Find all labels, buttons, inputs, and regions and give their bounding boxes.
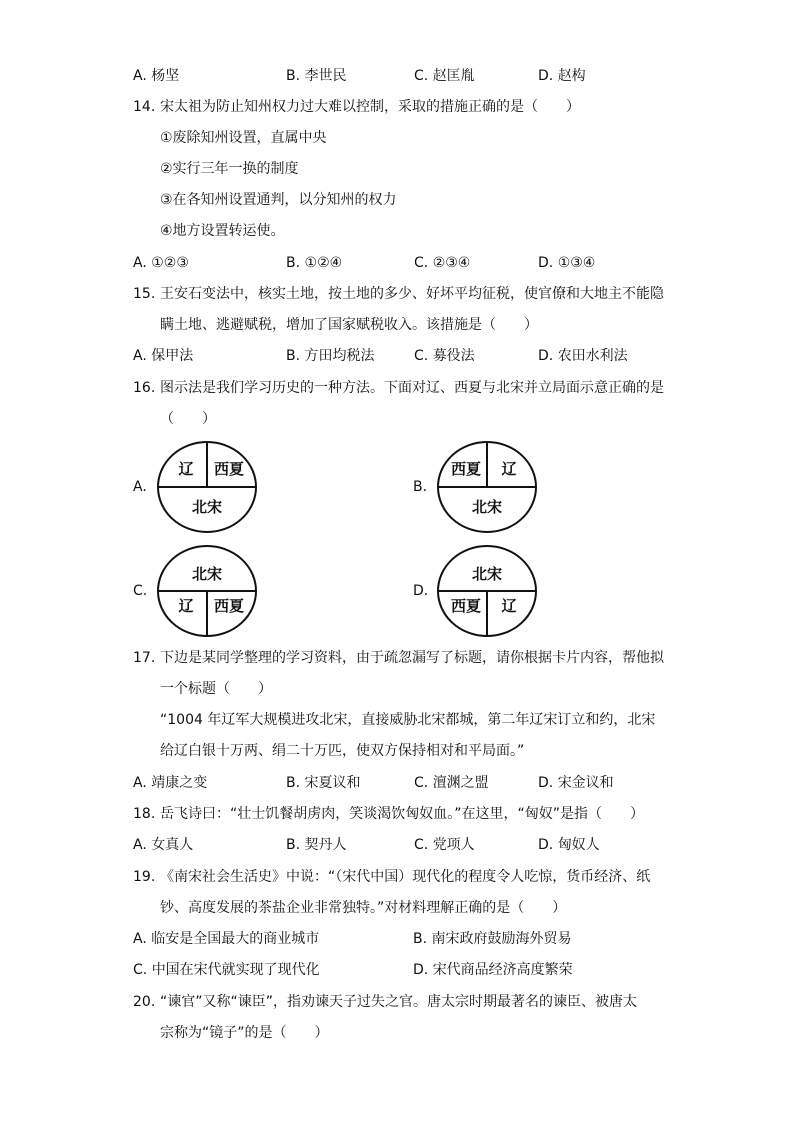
- q16-option-a-label: A.: [133, 479, 147, 495]
- q17-option-d: D. 宋金议和: [538, 775, 614, 791]
- q17-number: 17.: [133, 650, 156, 666]
- q16-c-small-right: 西夏: [213, 597, 245, 615]
- q16-number: 16.: [133, 380, 156, 396]
- q16-b-small-right: 辽: [501, 460, 517, 478]
- q16-d-small-right: 辽: [501, 597, 517, 615]
- q19-stem-line-1: 《南宋社会生活史》中说：“（宋代中国）现代化的程度令人吃惊，货币经济、纸: [160, 869, 651, 885]
- q15-stem-line-1: 王安石变法中，核实土地，按土地的多少、好坏平均征税，使官僚和大地主不能隐: [160, 286, 664, 302]
- q14-number: 14.: [133, 99, 156, 115]
- q19-stem-line-2: 钞、高度发展的茶盐企业非常独特。”对材料理解正确的是（ ）: [160, 900, 567, 916]
- q14-item-3: ③在各知州设置通判，以分知州的权力: [160, 192, 397, 208]
- q17-option-a: A. 靖康之变: [133, 775, 208, 791]
- q16-option-c-label: C.: [133, 583, 148, 599]
- q16-diagram-b: [436, 440, 538, 534]
- q16-a-big: 北宋: [191, 498, 223, 516]
- q15-option-d: D. 农田水利法: [538, 348, 628, 364]
- q18-number: 18.: [133, 806, 156, 822]
- q13-option-b: B. 李世民: [286, 68, 347, 84]
- q16-a-small-left: 辽: [178, 460, 194, 478]
- q16-diagram-a: [156, 440, 258, 534]
- q15-option-b: B. 方田均税法: [286, 348, 375, 364]
- q19-option-d: D. 宋代商品经济高度繁荣: [413, 962, 573, 978]
- q19-option-a: A. 临安是全国最大的商业城市: [133, 931, 320, 947]
- q16-stem-line-2: （ ）: [160, 411, 216, 427]
- q16-b-small-left: 西夏: [450, 460, 482, 478]
- q18-option-d: D. 匈奴人: [538, 837, 600, 853]
- q14-option-c: C. ②③④: [414, 255, 471, 271]
- q16-diagram-c: [156, 544, 258, 638]
- q17-option-b: B. 宋夏议和: [286, 775, 361, 791]
- q14-item-4: ④地方设置转运使。: [160, 223, 285, 239]
- q16-b-big: 北宋: [471, 498, 503, 516]
- q20-stem-line-1: “谏官”又称“谏臣”，指劝谏天子过失之官。唐太宗时期最著名的谏臣、被唐太: [160, 994, 638, 1010]
- q13-option-d: D. 赵构: [538, 68, 586, 84]
- q19-option-b: B. 南宋政府鼓励海外贸易: [413, 931, 572, 947]
- q16-d-small-left: 西夏: [450, 597, 482, 615]
- q15-option-a: A. 保甲法: [133, 348, 194, 364]
- q16-d-big: 北宋: [471, 565, 503, 583]
- q18-stem: 岳飞诗曰：“壮士饥餐胡虏肉，笑谈渴饮匈奴血。”在这里，“匈奴”是指（ ）: [160, 806, 645, 822]
- q16-stem-line-1: 图示法是我们学习历史的一种方法。下面对辽、西夏与北宋并立局面示意正确的是: [160, 380, 664, 396]
- q15-option-c: C. 募役法: [414, 348, 475, 364]
- q19-option-c: C. 中国在宋代就实现了现代化: [133, 962, 320, 978]
- q18-option-a: A. 女真人: [133, 837, 194, 853]
- q17-option-c: C. 澶渊之盟: [414, 775, 489, 791]
- q17-quote-line-1: “1004 年辽军大规模进攻北宋，直接威胁北宋都城，第二年辽宋订立和约，北宋: [160, 712, 656, 728]
- q14-option-d: D. ①③④: [538, 255, 596, 271]
- q20-stem-line-2: 宗称为“镜子”的是（ ）: [160, 1025, 329, 1041]
- q20-number: 20.: [133, 994, 156, 1010]
- q17-stem-line-1: 下边是某同学整理的学习资料，由于疏忽漏写了标题，请你根据卡片内容，帮他拟: [160, 650, 664, 666]
- q14-stem: 宋太祖为防止知州权力过大难以控制，采取的措施正确的是（ ）: [160, 99, 580, 115]
- q14-option-a: A. ①②③: [133, 255, 189, 271]
- q16-c-small-left: 辽: [178, 597, 194, 615]
- q13-option-a: A. 杨坚: [133, 68, 180, 84]
- q17-quote-line-2: 给辽白银十万两、绢二十万匹，使双方保持相对和平局面。”: [160, 743, 525, 759]
- q15-number: 15.: [133, 286, 156, 302]
- q14-item-2: ②实行三年一换的制度: [160, 161, 299, 177]
- q14-option-b: B. ①②④: [286, 255, 343, 271]
- q18-option-b: B. 契丹人: [286, 837, 347, 853]
- q16-c-big: 北宋: [191, 565, 223, 583]
- q19-number: 19.: [133, 869, 156, 885]
- q16-option-d-label: D.: [413, 583, 429, 599]
- q18-option-c: C. 党项人: [414, 837, 475, 853]
- q16-option-b-label: B.: [413, 479, 428, 495]
- q16-a-small-right: 西夏: [213, 460, 245, 478]
- q17-stem-line-2: 一个标题（ ）: [160, 681, 272, 697]
- q14-item-1: ①废除知州设置，直属中央: [160, 130, 327, 146]
- q16-diagram-d: [436, 544, 538, 638]
- q15-stem-line-2: 瞒土地、逃避赋税，增加了国家赋税收入。该措施是（ ）: [160, 317, 538, 333]
- q13-option-c: C. 赵匡胤: [414, 68, 475, 84]
